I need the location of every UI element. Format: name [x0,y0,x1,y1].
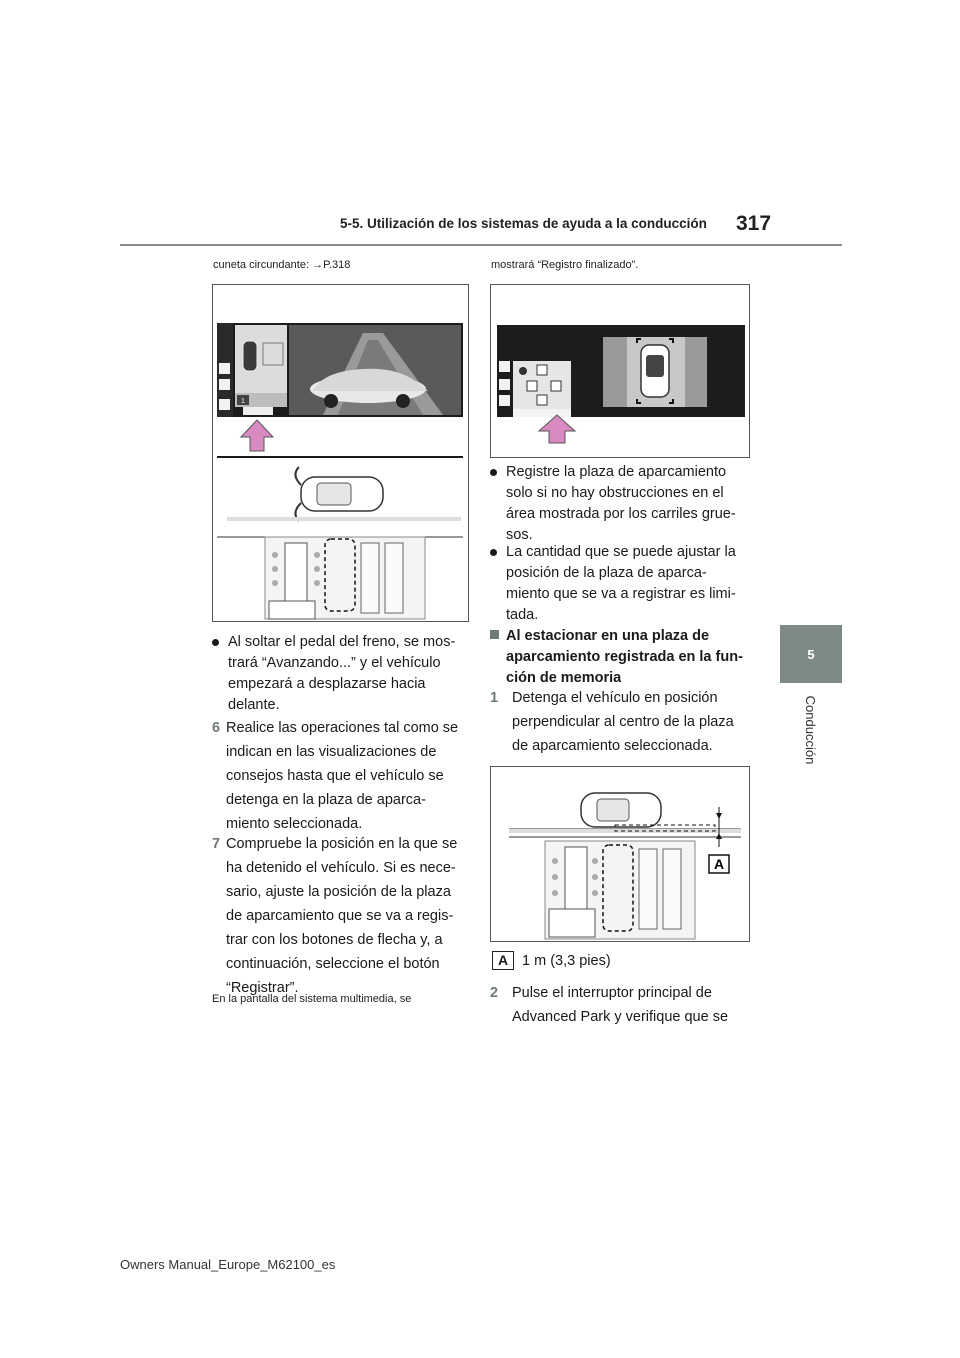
right-bullet-1 [490,462,760,546]
text-line: Registre la plaza de aparcamiento [506,464,727,480]
text-line: La cantidad que se puede ajustar la [506,544,736,560]
text-line: perpendicular al centro de la plaza [512,714,734,730]
text-line: trará “Avanzando...” y el vehículo [228,655,441,671]
heading-line: Al estacionar en una plaza de [506,628,710,644]
heading-line: ción de memoria [506,670,622,686]
bullet-marker [490,549,497,556]
text-line: sario, ajuste la posición de la plaza [226,884,451,900]
text-line: posición de la plaza de aparca- [506,565,707,581]
figure-screen-and-parking-diagram [212,284,469,622]
text-line: solo si no hay obstrucciones en el [506,485,724,501]
text-line: de aparcamiento que se va a regis- [226,908,454,924]
page-number: 317 [736,212,772,235]
header-divider [120,244,842,246]
diagram-label-a: A [713,856,725,872]
text-line: Detenga el vehículo en posición [512,690,718,706]
chapter-label: Conducción [803,695,818,765]
text-line: ha detenido el vehículo. Si es nece- [226,860,456,876]
text-line: sos. [506,527,533,543]
text-line: Realice las operaciones tal como se [226,720,459,736]
text-line: miento seleccionada. [226,816,363,832]
text-line: delante. [228,697,280,713]
text-line: Al soltar el pedal del freno, se mos- [228,634,456,650]
step-6 [212,716,482,836]
figure-registration-screen [490,284,750,458]
step-7 [212,832,482,1000]
text-line: tada. [506,607,539,623]
text-line: Advanced Park y verifique que se [512,1009,729,1025]
figure-1-illustration [213,285,468,621]
text-line: detenga en la plaza de aparca- [226,792,426,808]
left-note: En la pantalla del sistema multimedia, se [212,993,412,1005]
text-line: área mostrada por los carriles grue- [506,506,736,522]
right-bullet-2 [490,542,760,626]
screen-key-1: 1 [241,398,245,405]
step-number: 7 [212,836,221,852]
text-line: “Registrar”. [226,980,299,996]
footer-document-id: Owners Manual_Europe_M62100_es [120,1257,336,1272]
right-intro-fragment: mostrará “Registro finalizado”. [491,259,639,271]
figure-2-illustration [491,285,749,457]
step-number: 2 [490,985,499,1001]
left-bullet-1 [212,632,472,716]
chapter-tab: 5 [780,625,842,683]
bullet-marker [490,469,497,476]
text-line: Pulse el interruptor principal de [512,985,712,1001]
heading-square-marker [490,630,499,639]
figure-memory-parking-diagram [490,766,750,942]
text-line: continuación, seleccione el botón [226,956,440,972]
text-line: consejos hasta que el vehículo se [226,768,444,784]
text-line: empezará a desplazarse hacia [228,676,426,692]
step-1 [490,686,760,758]
text-line: miento que se va a registrar es limi- [506,586,736,602]
legend-a [492,951,611,972]
text-line: Compruebe la posición en la que se [226,836,458,852]
legend-a-badge: A [492,951,514,970]
legend-a-text: 1 m (3,3 pies) [522,953,611,969]
section-title: 5-5. Utilización de los sistemas de ayuda a la conducción [340,216,707,231]
step-2 [490,981,760,1029]
text-line: trar con los botones de flecha y, a [226,932,443,948]
figure-3-illustration [491,767,749,941]
step-number: 1 [490,690,499,706]
step-number: 6 [212,720,221,736]
bullet-marker [212,639,219,646]
heading-line: aparcamiento registrada en la fun- [506,649,743,665]
left-intro-fragment: cuneta circundante: →P.318 [213,259,351,271]
text-line: indican en las visualizaciones de [226,744,437,760]
text-line: de aparcamiento seleccionada. [512,738,713,754]
sub-heading-memory-parking [490,626,760,689]
